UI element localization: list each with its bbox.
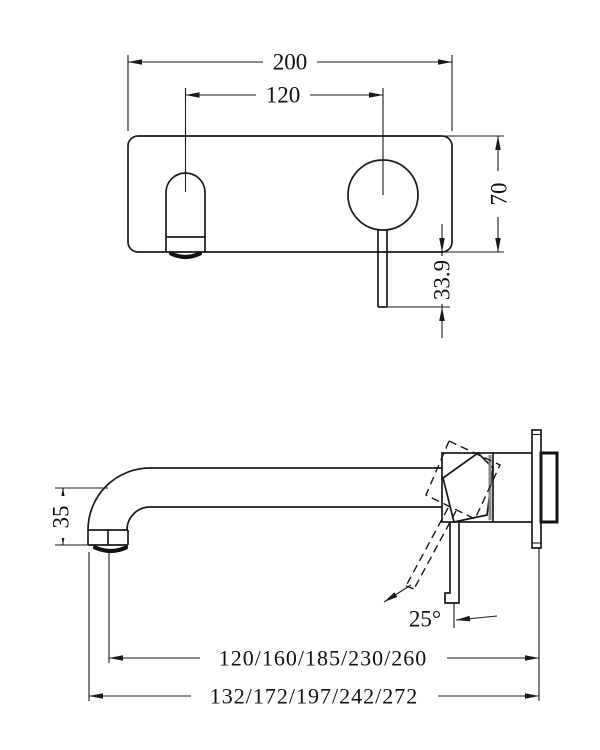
arrowhead bbox=[525, 655, 539, 661]
spout-front bbox=[166, 88, 205, 257]
arrowhead bbox=[439, 307, 445, 321]
arrowhead bbox=[438, 59, 452, 65]
arrowhead bbox=[439, 238, 445, 252]
aerator-arc-front bbox=[171, 254, 200, 258]
dim-hole-spacing-label: 120 bbox=[265, 82, 301, 108]
handle-base-profile bbox=[443, 453, 493, 522]
front-view bbox=[128, 88, 452, 307]
arrowhead bbox=[186, 92, 200, 98]
wall-inlet-block bbox=[541, 453, 557, 522]
dim-plate-width-label: 200 bbox=[272, 49, 308, 75]
wall-flange bbox=[532, 430, 557, 548]
dim-lever-drop-label: 33.9 bbox=[429, 259, 455, 301]
spout-side bbox=[88, 468, 442, 551]
aerator-arc-side bbox=[95, 548, 126, 552]
dim-reach-overall bbox=[89, 552, 539, 709]
dim-lever-angle bbox=[383, 585, 497, 632]
arrowhead bbox=[383, 592, 398, 604]
dim-lever-drop bbox=[430, 224, 455, 338]
dim-reach-center bbox=[109, 548, 539, 701]
lever-side-closed bbox=[445, 522, 459, 603]
arrowhead bbox=[495, 238, 501, 252]
dim-plate-height bbox=[444, 136, 512, 252]
dim-lever-angle-label: 25° bbox=[408, 606, 442, 632]
elbow-outer-curve bbox=[88, 468, 150, 530]
arrowhead bbox=[89, 693, 103, 699]
backplate-outline bbox=[128, 136, 452, 252]
dim-hole-spacing bbox=[186, 83, 384, 108]
lever-rotated-edge bbox=[406, 508, 448, 586]
elbow-inner-curve bbox=[127, 507, 150, 530]
dim-reach-overall-label: 132/172/197/242/272 bbox=[209, 683, 419, 709]
side-view bbox=[88, 430, 557, 603]
arrowhead bbox=[495, 136, 501, 150]
dim-plate-height-label: 70 bbox=[486, 182, 512, 206]
arrowhead bbox=[525, 693, 539, 699]
arrowhead bbox=[109, 655, 123, 661]
lever-rod-side bbox=[445, 522, 459, 603]
arrowhead bbox=[369, 92, 383, 98]
dim-spout-drop-label: 35 bbox=[48, 505, 74, 529]
valve-body-block bbox=[442, 453, 493, 522]
dim-reach-center-label: 120/160/185/230/260 bbox=[218, 645, 428, 671]
dim-spout-drop bbox=[49, 488, 109, 545]
arrowhead bbox=[128, 59, 142, 65]
aerator-housing bbox=[88, 530, 128, 545]
